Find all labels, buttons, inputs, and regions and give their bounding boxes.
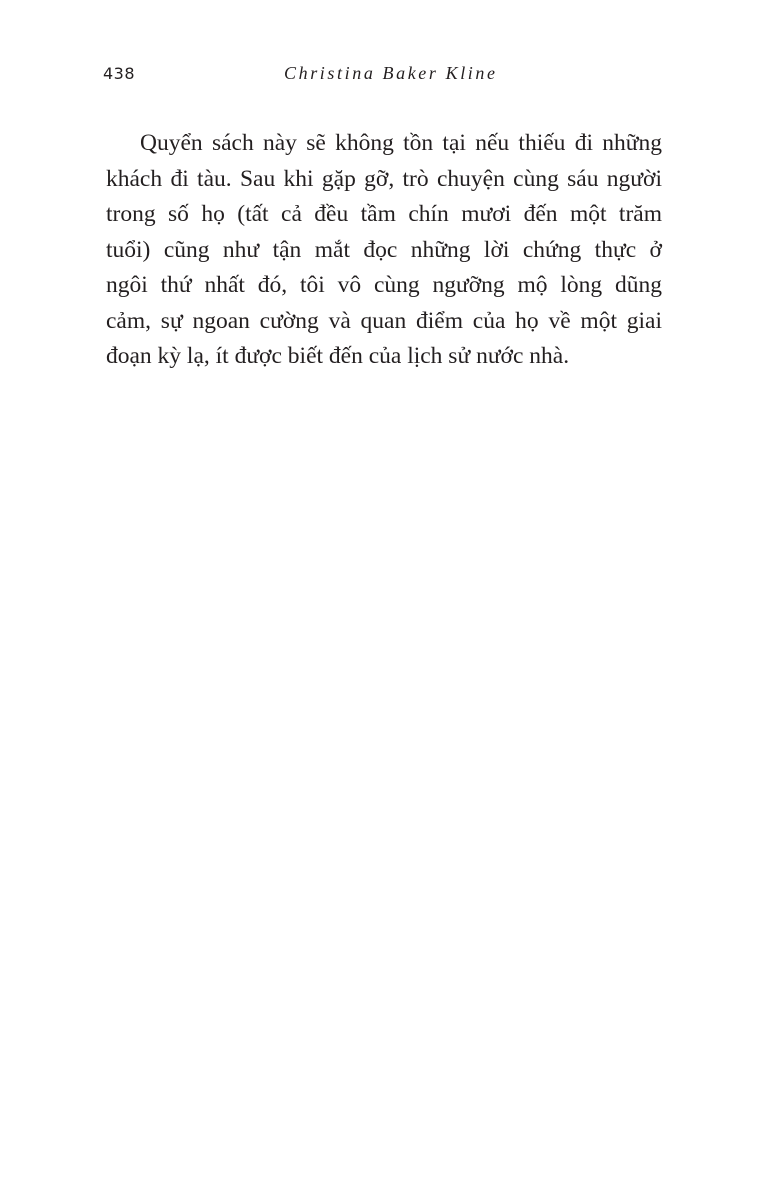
paragraph-line: cảm, sự ngoan cường và quan điểm của họ về một giai	[106, 307, 662, 334]
paragraph-line: trong số họ (tất cả đều tầm chín mươi đến một trăm	[106, 201, 662, 227]
paragraph-line: ngôi thứ nhất đó, tôi vô cùng ngưỡng mộ lòng dũng	[106, 272, 662, 298]
paragraph-line: khách đi tàu. Sau khi gặp gỡ, trò chuyện cùng sáu người	[106, 165, 662, 192]
body-paragraph	[106, 126, 662, 375]
page-number: 438	[103, 64, 136, 83]
paragraph-line: Quyển sách này sẽ không tồn tại nếu thiếu đi những	[140, 130, 662, 156]
paragraph-line: đoạn kỳ lạ, ít được biết đến của lịch sử nước nhà.	[106, 343, 570, 369]
paragraph-line: tuổi) cũng như tận mắt đọc những lời chứng thực ở	[106, 236, 662, 263]
running-header	[103, 64, 663, 88]
running-header-author: Christina Baker Kline	[284, 63, 498, 83]
